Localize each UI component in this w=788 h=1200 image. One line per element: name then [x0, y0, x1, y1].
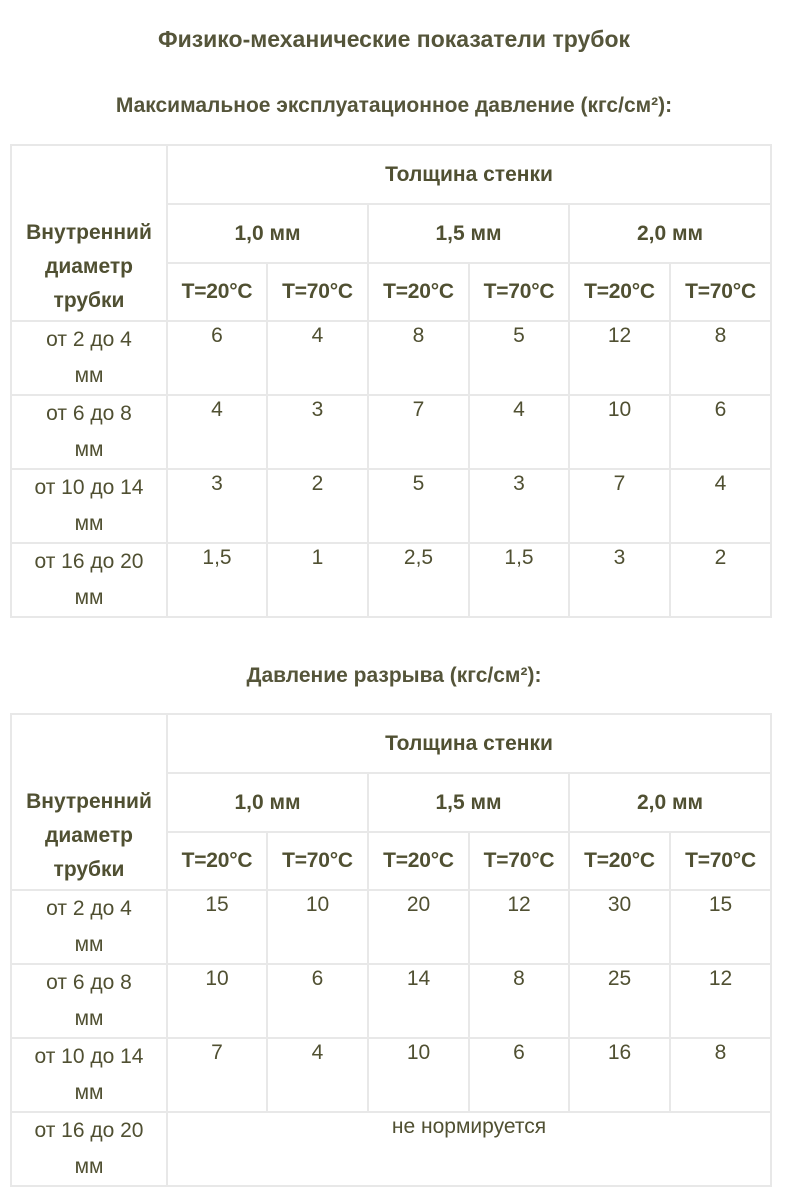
table-cell: 8: [670, 1038, 771, 1112]
table-cell: 6: [267, 964, 368, 1038]
table-cell: 3: [469, 469, 569, 543]
row-label-line: мм: [74, 364, 104, 387]
thickness-col-header: 1,5 мм: [368, 204, 569, 263]
table-cell: 12: [469, 890, 569, 964]
table-cell: 7: [368, 395, 469, 469]
table-cell: 2,5: [368, 543, 469, 617]
table-row: [11, 395, 771, 469]
table-cell: 5: [368, 469, 469, 543]
diameter-header-line: трубки: [53, 289, 125, 312]
table-cell: 20: [368, 890, 469, 964]
table-row: [11, 1038, 771, 1112]
table-cell: 6: [167, 321, 267, 395]
row-label-line: от 10 до 14: [34, 476, 144, 499]
row-label-line: от 16 до 20: [34, 1119, 144, 1142]
diameter-header-line: Внутренний: [26, 221, 152, 244]
table-row: [11, 964, 771, 1038]
table-cell: 15: [167, 890, 267, 964]
row-label-line: мм: [74, 1081, 104, 1104]
table-row: [11, 1112, 771, 1186]
table-cell: 1,5: [167, 543, 267, 617]
temperature-col-header: T=20°C: [167, 832, 267, 890]
table-row: [11, 321, 771, 395]
row-label: [11, 1038, 167, 1112]
row-label: [11, 890, 167, 964]
wall-thickness-header: Толщина стенки: [167, 145, 771, 204]
table-row: [11, 890, 771, 964]
thickness-col-header: 1,0 мм: [167, 773, 368, 832]
table-cell: 12: [569, 321, 670, 395]
row-label-line: мм: [74, 586, 104, 609]
table-cell: 3: [167, 469, 267, 543]
table-cell: 6: [670, 395, 771, 469]
diameter-header: [11, 145, 167, 321]
thickness-col-header: 1,0 мм: [167, 204, 368, 263]
table-cell: 14: [368, 964, 469, 1038]
temperature-col-header: T=70°C: [670, 263, 771, 321]
table-cell: 16: [569, 1038, 670, 1112]
table-cell: 2: [670, 543, 771, 617]
table-cell: 2: [267, 469, 368, 543]
thickness-col-header: 2,0 мм: [569, 773, 771, 832]
row-label: [11, 964, 167, 1038]
row-label: [11, 321, 167, 395]
table-cell: 1: [267, 543, 368, 617]
temperature-col-header: T=70°C: [670, 832, 771, 890]
table-row: [11, 469, 771, 543]
thickness-col-header: 2,0 мм: [569, 204, 771, 263]
table-cell: 4: [670, 469, 771, 543]
table-row: [11, 543, 771, 617]
table-cell: 7: [167, 1038, 267, 1112]
table-cell: 4: [167, 395, 267, 469]
table-cell: 4: [469, 395, 569, 469]
temperature-col-header: T=20°C: [368, 832, 469, 890]
table-cell: 30: [569, 890, 670, 964]
table-cell: 4: [267, 1038, 368, 1112]
table-cell: 10: [368, 1038, 469, 1112]
table-cell: 10: [167, 964, 267, 1038]
row-label-line: мм: [74, 438, 104, 461]
temperature-col-header: T=20°C: [569, 832, 670, 890]
row-label: [11, 543, 167, 617]
row-label-line: от 6 до 8: [46, 402, 132, 425]
row-label: [11, 1112, 167, 1186]
burst-pressure-table: [10, 713, 772, 1187]
temperature-col-header: T=20°C: [569, 263, 670, 321]
table-cell: 6: [469, 1038, 569, 1112]
row-label-line: от 2 до 4: [46, 897, 132, 920]
table-cell: 8: [670, 321, 771, 395]
temperature-col-header: T=70°C: [267, 263, 368, 321]
diameter-header-line: Внутренний: [26, 790, 152, 813]
table-cell: 7: [569, 469, 670, 543]
max-operating-pressure-table: [10, 144, 772, 618]
row-label: [11, 395, 167, 469]
diameter-header-line: диаметр: [45, 824, 133, 847]
diameter-header-line: трубки: [53, 858, 125, 881]
temperature-col-header: T=20°C: [368, 263, 469, 321]
temperature-col-header: T=20°C: [167, 263, 267, 321]
not-standardized-cell: не нормируется: [167, 1112, 771, 1186]
row-label-line: от 6 до 8: [46, 971, 132, 994]
table-cell: 25: [569, 964, 670, 1038]
row-label-line: от 10 до 14: [34, 1045, 144, 1068]
row-label-line: мм: [74, 1007, 104, 1030]
table-cell: 10: [267, 890, 368, 964]
table-cell: 5: [469, 321, 569, 395]
wall-thickness-header: Толщина стенки: [167, 714, 771, 773]
temperature-col-header: T=70°C: [469, 263, 569, 321]
row-label-line: мм: [74, 1155, 104, 1178]
table-cell: 1,5: [469, 543, 569, 617]
table1-title: Максимальное эксплуатационное давление (кгс/см²):: [115, 94, 673, 117]
table-cell: 15: [670, 890, 771, 964]
diameter-header-line: диаметр: [45, 255, 133, 278]
row-label-line: мм: [74, 933, 104, 956]
table-cell: 3: [569, 543, 670, 617]
table-cell: 4: [267, 321, 368, 395]
table-cell: 8: [469, 964, 569, 1038]
thickness-col-header: 1,5 мм: [368, 773, 569, 832]
table-cell: 12: [670, 964, 771, 1038]
temperature-col-header: T=70°C: [267, 832, 368, 890]
diameter-header: [11, 714, 167, 890]
table-cell: 10: [569, 395, 670, 469]
row-label-line: мм: [74, 512, 104, 535]
row-label-line: от 16 до 20: [34, 550, 144, 573]
page-title: Физико-механические показатели трубок: [157, 26, 631, 52]
table-cell: 3: [267, 395, 368, 469]
table2-title: Давление разрыва (кгс/см²):: [246, 664, 542, 687]
row-label: [11, 469, 167, 543]
temperature-col-header: T=70°C: [469, 832, 569, 890]
table-cell: 8: [368, 321, 469, 395]
row-label-line: от 2 до 4: [46, 328, 132, 351]
